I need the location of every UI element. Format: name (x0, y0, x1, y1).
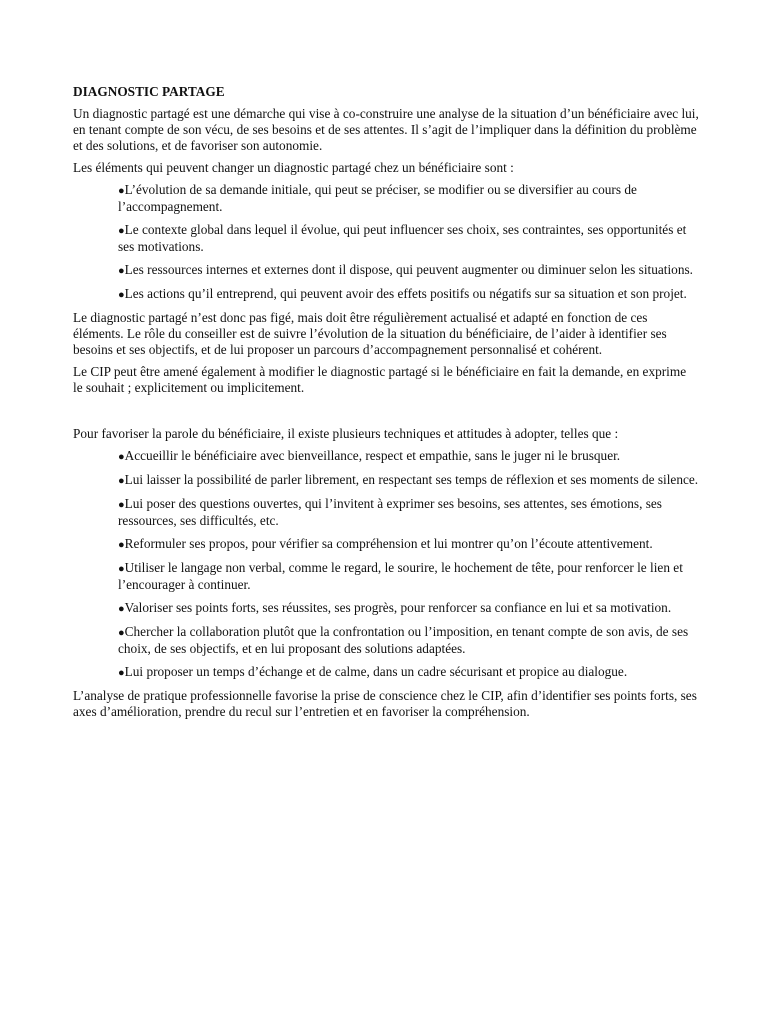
list-item (118, 624, 699, 657)
not-fixed-paragraph: Le diagnostic partagé n’est donc pas figé, mais doit être régulièrement actualisé et adapté en fonction de ces éléments. Le rôle du conseiller est de suivre l’évolution de la situation du bénéficiaire, de l’aider à identifier ses besoins et ses objectifs, et de lui proposer un parcours d’accompagnement personnalisé et cohérent. (73, 310, 667, 357)
elements-intro-paragraph: Les éléments qui peuvent changer un diagnostic partagé chez un bénéficiaire sont : (73, 160, 514, 175)
list-item (118, 262, 699, 279)
list-item (118, 286, 699, 303)
list-item (118, 664, 699, 681)
cip-modify-paragraph: Le CIP peut être amené également à modifier le diagnostic partagé si le bénéficiaire en fait la demande, en exprime le souhait ; explicitement ou implicitement. (73, 364, 687, 395)
bullet-icon: ● (118, 475, 125, 487)
bullet-icon: ● (118, 667, 125, 679)
section-spacer (73, 402, 699, 426)
bullet-icon: ● (118, 289, 125, 301)
bullet-icon: ● (118, 499, 125, 511)
list-item-text: Lui proposer un temps d’échange et de calme, dans un cadre sécurisant et propice au dialogue. (124, 664, 628, 679)
list-item (118, 472, 699, 489)
list-item-text: Reformuler ses propos, pour vérifier sa compréhension et lui montrer qu’on l’écoute attentivement. (124, 536, 653, 551)
list-item-text: Le contexte global dans lequel il évolue, qui peut influencer ses choix, ses contraintes, ses opportunités et ses motivations. (118, 222, 687, 254)
document-page (73, 84, 699, 726)
list-item-text: Lui laisser la possibilité de parler librement, en respectant ses temps de réflexion et ses moments de silence. (124, 472, 699, 487)
document-title: DIAGNOSTIC PARTAGE (73, 84, 225, 99)
bullet-icon: ● (118, 539, 125, 551)
techniques-intro-paragraph: Pour favoriser la parole du bénéficiaire, il existe plusieurs techniques et attitudes à adopter, telles que : (73, 426, 619, 441)
list-item-text: Chercher la collaboration plutôt que la confrontation ou l’imposition, en tenant compte de son avis, de ses choix, de ses objectifs, et en lui proposant des solutions adaptées. (118, 624, 689, 656)
techniques-list (118, 448, 699, 681)
bullet-icon: ● (118, 265, 125, 277)
list-item (118, 560, 699, 593)
list-item-text: Lui poser des questions ouvertes, qui l’invitent à exprimer ses besoins, ses attentes, ses émotions, ses ressources, ses difficultés, etc. (118, 496, 662, 528)
list-item-text: Les ressources internes et externes dont il dispose, qui peuvent augmenter ou diminuer selon les situations. (124, 262, 693, 277)
list-item (118, 496, 699, 529)
list-item (118, 448, 699, 465)
bullet-icon: ● (118, 603, 125, 615)
conclusion-paragraph: L’analyse de pratique professionnelle favorise la prise de conscience chez le CIP, afin d’identifier ses points forts, ses axes d’amélioration, prendre du recul sur l’entretien et en favoriser la compréhension. (73, 688, 697, 719)
list-item-text: L’évolution de sa demande initiale, qui peut se préciser, se modifier ou se diversifier au cours de l’accompagnement. (118, 182, 637, 214)
list-item-text: Les actions qu’il entreprend, qui peuvent avoir des effets positifs ou négatifs sur sa situation et son projet. (124, 286, 687, 301)
list-item (118, 182, 699, 215)
bullet-icon: ● (118, 563, 125, 575)
elements-list (118, 182, 699, 303)
bullet-icon: ● (118, 225, 125, 237)
bullet-icon: ● (118, 627, 125, 639)
list-item (118, 536, 699, 553)
list-item-text: Accueillir le bénéficiaire avec bienveillance, respect et empathie, sans le juger ni le brusquer. (124, 448, 621, 463)
list-item (118, 222, 699, 255)
bullet-icon: ● (118, 451, 125, 463)
bullet-icon: ● (118, 185, 125, 197)
intro-paragraph: Un diagnostic partagé est une démarche qui vise à co-construire une analyse de la situation d’un bénéficiaire avec lui, en tenant compte de son vécu, de ses besoins et de ses attentes. Il s’agit de l’impliquer dans la définition du problème et des solutions, et de favoriser son autonomie. (73, 106, 699, 153)
list-item-text: Utiliser le langage non verbal, comme le regard, le sourire, le hochement de tête, pour renforcer le lien et l’encourager à continuer. (118, 560, 683, 592)
list-item-text: Valoriser ses points forts, ses réussites, ses progrès, pour renforcer sa confiance en lui et sa motivation. (124, 600, 672, 615)
list-item (118, 600, 699, 617)
